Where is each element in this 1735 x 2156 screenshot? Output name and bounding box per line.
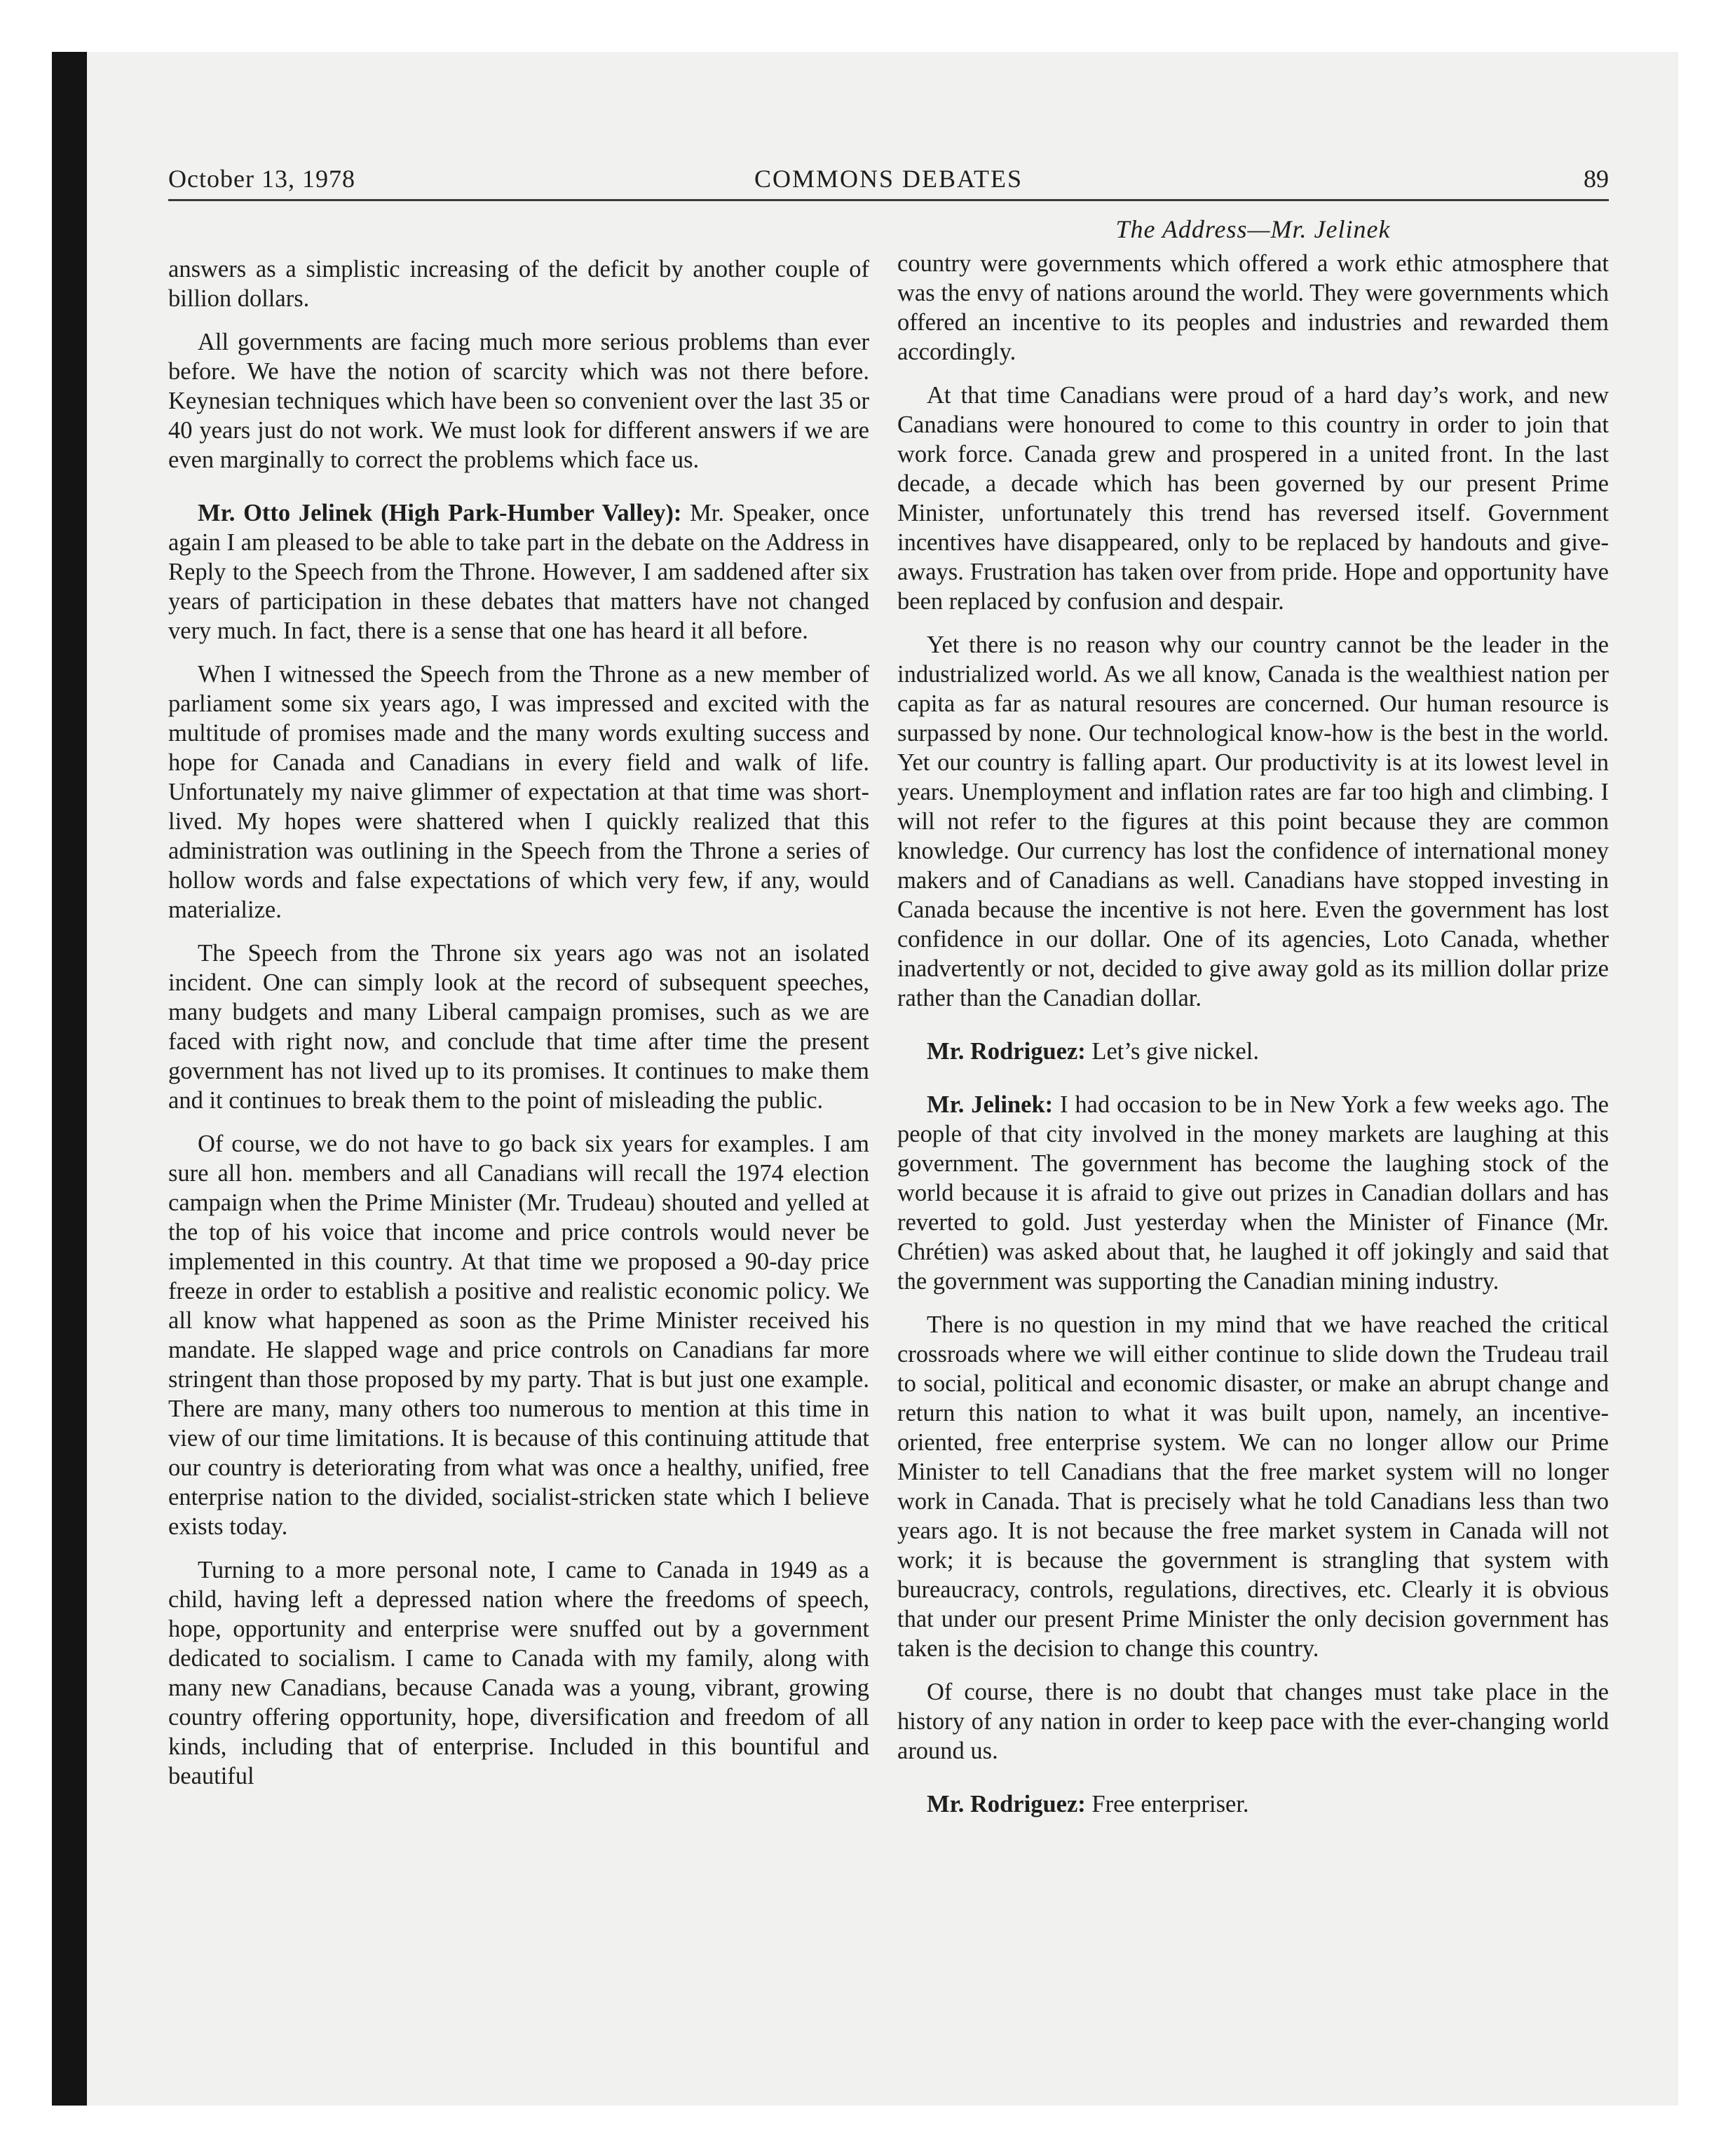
interjection	[897, 1037, 1609, 1066]
speech-paragraph	[168, 498, 869, 646]
speech-text: Let’s give nickel.	[1085, 1038, 1259, 1065]
paragraph: country were governments which offered a work ethic atmosphere that was the envy of nations around the world. They were governments which offered an incentive to its peoples and industries and rewarded them accordingly.	[897, 250, 1609, 365]
paragraph: answers as a simplistic increasing of the deficit by another couple of billion dollars.	[168, 256, 869, 312]
paragraph: There is no question in my mind that we have reached the critical crossroads where we will either continue to slide down the Trudeau trail to social, political and economic disaster, or make an abrupt change and return this nation to what it was built upon, namely, an incentive-oriented, free enterprise system. We can no longer allow our Prime Minister to tell Canadians that the free market system will no longer work in Canada. That is precisely what he told Canadians less than two years ago. It is not because the free market system in Canada will not work; it is because the government is strangling that system with bureaucracy, controls, regulations, directives, etc. Clearly it is obvious that under our present Prime Minister the only decision government has taken is the decision to change this country.	[897, 1311, 1609, 1662]
speaker-name: Mr. Rodriguez:	[927, 1038, 1086, 1065]
speech-paragraph	[897, 1090, 1609, 1296]
paragraph: The Speech from the Throne six years ago was not an isolated incident. One can simply look at the record of subsequent speeches, many budgets and many Liberal campaign promises, such as we are faced with right now, and conclude that time after time the present government has not lived up to its promises. It continues to make them and it continues to break them to the point of misleading the public.	[168, 940, 869, 1114]
paragraph: All governments are facing much more serious problems than ever before. We have the notion of scarcity which was not there before. Keynesian techniques which have been so convenient over the last 35 or 40 years just do not work. We must look for different answers if we are even marginally to correct the problems which face us.	[168, 329, 869, 473]
header-journal-title: COMMONS DEBATES	[754, 165, 1023, 193]
speech-text: I had occasion to be in New York a few weeks ago. The people of that city involved in the money markets are laughing at this government. The government has become the laughing stock of the world because it is afraid to give out prizes in Canadian dollars and has reverted to gold. Just yesterday when the Minister of Finance (Mr. Chrétien) was asked about that, he laughed it off jokingly and said that the government was supporting the Canadian mining industry.	[897, 1091, 1609, 1295]
paragraph: Of course, there is no doubt that changes must take place in the history of any nation in order to keep pace with the ever-changing world around us.	[897, 1679, 1609, 1764]
paragraph: Of course, we do not have to go back six years for examples. I am sure all hon. members and all Canadians will recall the 1974 election campaign when the Prime Minister (Mr. Trudeau) shouted and yelled at the top of his voice that income and price controls would never be implemented in this country. At that time we proposed a 90-day price freeze in order to establish a positive and realistic economic policy. We all know what happened as soon as the Prime Minister received his mandate. He slapped wage and price controls on Canadians far more stringent than those proposed by my party. That is but just one example. There are many, many others too numerous to mention at this time in view of our time limitations. It is because of this continuing attitude that our country is deteriorating from what was once a healthy, unified, free enterprise nation to the divided, socialist-stricken state which I believe exists today.	[168, 1131, 869, 1540]
paragraph: Turning to a more personal note, I came to Canada in 1949 as a child, having left a depressed nation where the freedoms of speech, hope, opportunity and enterprise were snuffed out by a government dedicated to socialism. I came to Canada with my family, along with many new Canadians, because Canada was a young, vibrant, growing country offering opportunity, hope, diversification and freedom of all kinds, including that of enterprise. Included in this bountiful and beautiful	[168, 1557, 869, 1789]
speech-text: Free enterpriser.	[1085, 1791, 1249, 1817]
section-heading: The Address—Mr. Jelinek	[1115, 215, 1391, 243]
running-head	[168, 160, 1609, 201]
speaker-name: Mr. Jelinek:	[927, 1091, 1054, 1118]
right-column	[897, 249, 1609, 1833]
paragraph: When I witnessed the Speech from the Throne as a new member of parliament some six years ago, I was impressed and excited with the multitude of promises made and the many words exulting success and hope for Canada and Canadians in every field and walk of life. Unfortunately my naive glimmer of expectation at that time was short-lived. My hopes were shattered when I quickly realized that this administration was outlining in the Speech from the Throne a series of hollow words and false expectations of which very few, if any, would materialize.	[168, 661, 869, 923]
header-page-number: 89	[1584, 165, 1609, 193]
paragraph: At that time Canadians were proud of a hard day’s work, and new Canadians were honoured to come to this country in order to join that work force. Canada grew and prospered in a united front. In the last decade, a decade which has been governed by our present Prime Minister, unfortunately this trend has reversed itself. Government incentives have disappeared, only to be replaced by handouts and give-aways. Frustration has taken over from pride. Hope and opportunity have been replaced by confusion and despair.	[897, 382, 1609, 615]
speech-text: Mr. Speaker, once again I am pleased to be able to take part in the debate on the Address in Reply to the Speech from the Throne. However, I am saddened after six years of participation in these debates that matters have not changed very much. In fact, there is a sense that one has heard it all before.	[168, 500, 870, 644]
speaker-name: Mr. Rodriguez:	[927, 1791, 1086, 1817]
interjection	[897, 1789, 1609, 1819]
paragraph: Yet there is no reason why our country cannot be the leader in the industrialized world. As we all know, Canada is the wealthiest nation per capita as far as natural resoures are concerned. Our human resource is surpassed by none. Our technological know-how is the best in the world. Yet our country is falling apart. Our productivity is at its lowest level in years. Unemployment and inflation rates are far too high and climbing. I will not refer to the figures at this point because they are common knowledge. Our currency has lost the confidence of international money makers and of Canadians as well. Canadians have stopped investing in Canada because the incentive is not here. Even the government has lost confidence in our dollar. One of its agencies, Loto Canada, whether inadvertently or not, decided to give away gold as its million dollar prize rather than the Canadian dollar.	[897, 632, 1609, 1011]
header-date: October 13, 1978	[168, 165, 355, 193]
left-column	[168, 254, 869, 1805]
scan-binding-edge	[52, 52, 87, 2106]
speaker-name: Mr. Otto Jelinek (High Park-Humber Valley):	[198, 500, 682, 526]
